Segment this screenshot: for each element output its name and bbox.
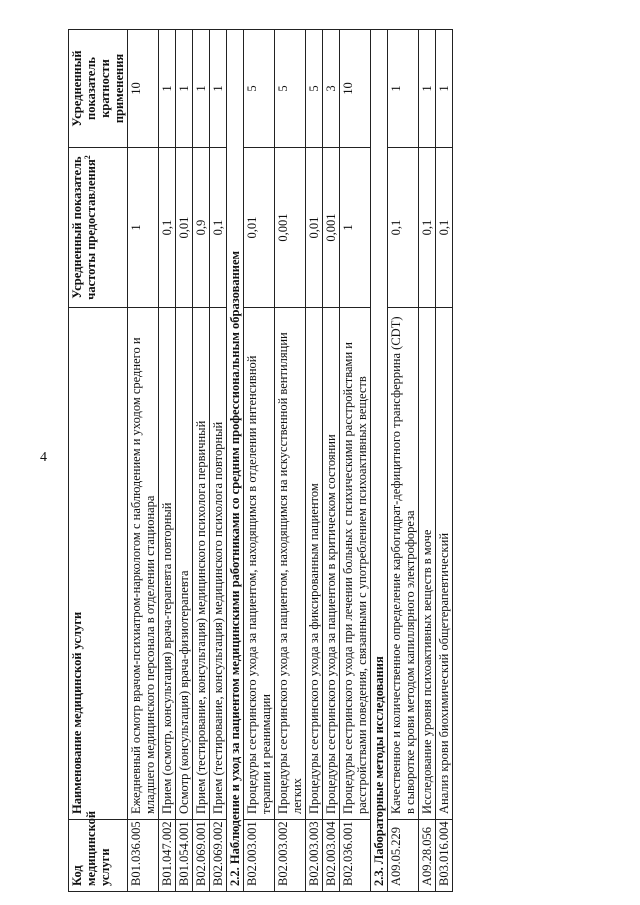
service-name-cell: Процедуры сестринского ухода за пациентом в критическом состоянии <box>323 308 340 820</box>
frequency-cell: 1 <box>340 148 371 308</box>
frequency-cell: 0,1 <box>419 148 436 308</box>
frequency-cell: 0,1 <box>210 148 227 308</box>
header-frequency-text: Усредненный показатель частоты предоставления <box>70 156 98 300</box>
multiplicity-cell: 1 <box>388 30 419 148</box>
table-row <box>193 30 210 892</box>
service-code-cell: B02.003.004 <box>323 820 340 892</box>
multiplicity-cell: 1 <box>193 30 210 148</box>
frequency-cell: 0,9 <box>193 148 210 308</box>
multiplicity-cell: 5 <box>244 30 275 148</box>
service-code-cell: B02.036.001 <box>340 820 371 892</box>
frequency-cell: 0,1 <box>436 148 453 308</box>
service-name-cell: Исследование уровня психоактивных веществ в моче <box>419 308 436 820</box>
service-code-cell: B02.003.001 <box>244 820 275 892</box>
table-row <box>388 30 419 892</box>
section-row <box>371 30 388 892</box>
service-name-cell: Анализ крови биохимический общетерапевтический <box>436 308 453 820</box>
multiplicity-cell: 1 <box>159 30 176 148</box>
service-code-cell: B02.069.001 <box>193 820 210 892</box>
service-name-cell: Качественное и количественное определение карбогидрат-дефицитного трансферрина (CDT) в сыворотке крови методом капиллярного электрофореза <box>388 308 419 820</box>
service-code-cell: B01.036.005 <box>128 820 159 892</box>
multiplicity-cell: 5 <box>306 30 323 148</box>
header-name: Наименование медицинской услуги <box>69 308 128 820</box>
service-name-cell: Процедуры сестринского ухода за пациентом, находящимся в отделении интенсивной терапии и реанимации <box>244 308 275 820</box>
header-frequency <box>69 148 128 308</box>
service-code-cell: A09.05.229 <box>388 820 419 892</box>
multiplicity-cell: 1 <box>436 30 453 148</box>
frequency-cell: 0,01 <box>176 148 193 308</box>
table-row <box>306 30 323 892</box>
service-name-cell: Ежедневный осмотр врачом-психиатром-наркологом с наблюдением и уходом среднего и младшего медицинского персонала в отделении стационара <box>128 308 159 820</box>
frequency-cell: 0,1 <box>159 148 176 308</box>
table-row <box>340 30 371 892</box>
table-row <box>210 30 227 892</box>
table-row <box>323 30 340 892</box>
table-body <box>128 30 453 892</box>
page-number: 4 <box>40 450 47 465</box>
frequency-cell: 0,01 <box>244 148 275 308</box>
footnote-marker: 2 <box>82 155 92 160</box>
table-row <box>436 30 453 892</box>
header-multiplicity: Усредненный показатель кратности применения <box>69 30 128 148</box>
service-name-cell: Прием (тестирование, консультация) медицинского психолога первичный <box>193 308 210 820</box>
section-title: 2.3. Лабораторные методы исследования <box>371 30 388 892</box>
table-row <box>419 30 436 892</box>
service-name-cell: Процедуры сестринского ухода при лечении больных с психическими расстройствами и расстройствами поведения, связанными с употреблением психоактивных веществ <box>340 308 371 820</box>
frequency-cell: 0,001 <box>323 148 340 308</box>
multiplicity-cell: 1 <box>419 30 436 148</box>
service-name-cell: Процедуры сестринского ухода за фиксированным пациентом <box>306 308 323 820</box>
frequency-cell: 0,01 <box>306 148 323 308</box>
multiplicity-cell: 5 <box>275 30 306 148</box>
frequency-cell: 0,001 <box>275 148 306 308</box>
table-row <box>159 30 176 892</box>
table-header-row <box>69 30 128 892</box>
multiplicity-cell: 3 <box>323 30 340 148</box>
multiplicity-cell: 10 <box>128 30 159 148</box>
section-title: 2.2. Наблюдение и уход за пациентом медицинскими работниками со средним профессиональным образованием <box>227 30 244 892</box>
table-row <box>244 30 275 892</box>
services-table <box>68 29 453 892</box>
table-row <box>176 30 193 892</box>
service-code-cell: B02.069.002 <box>210 820 227 892</box>
section-row <box>227 30 244 892</box>
table-row <box>128 30 159 892</box>
service-code-cell: A09.28.056 <box>419 820 436 892</box>
table-row <box>275 30 306 892</box>
service-code-cell: B02.003.003 <box>306 820 323 892</box>
frequency-cell: 0,1 <box>388 148 419 308</box>
service-name-cell: Осмотр (консультация) врача-физиотерапевта <box>176 308 193 820</box>
service-name-cell: Прием (тестирование, консультация) медицинского психолога повторный <box>210 308 227 820</box>
multiplicity-cell: 10 <box>340 30 371 148</box>
multiplicity-cell: 1 <box>210 30 227 148</box>
service-name-cell: Процедуры сестринского ухода за пациентом, находящимся на искусственной вентиляции легких <box>275 308 306 820</box>
frequency-cell: 1 <box>128 148 159 308</box>
service-name-cell: Прием (осмотр, консультация) врача-терапевта повторный <box>159 308 176 820</box>
service-code-cell: B01.054.001 <box>176 820 193 892</box>
service-code-cell: B03.016.004 <box>436 820 453 892</box>
header-code: Код медицинской услуги <box>69 820 128 892</box>
service-code-cell: B02.003.002 <box>275 820 306 892</box>
multiplicity-cell: 1 <box>176 30 193 148</box>
service-code-cell: B01.047.002 <box>159 820 176 892</box>
